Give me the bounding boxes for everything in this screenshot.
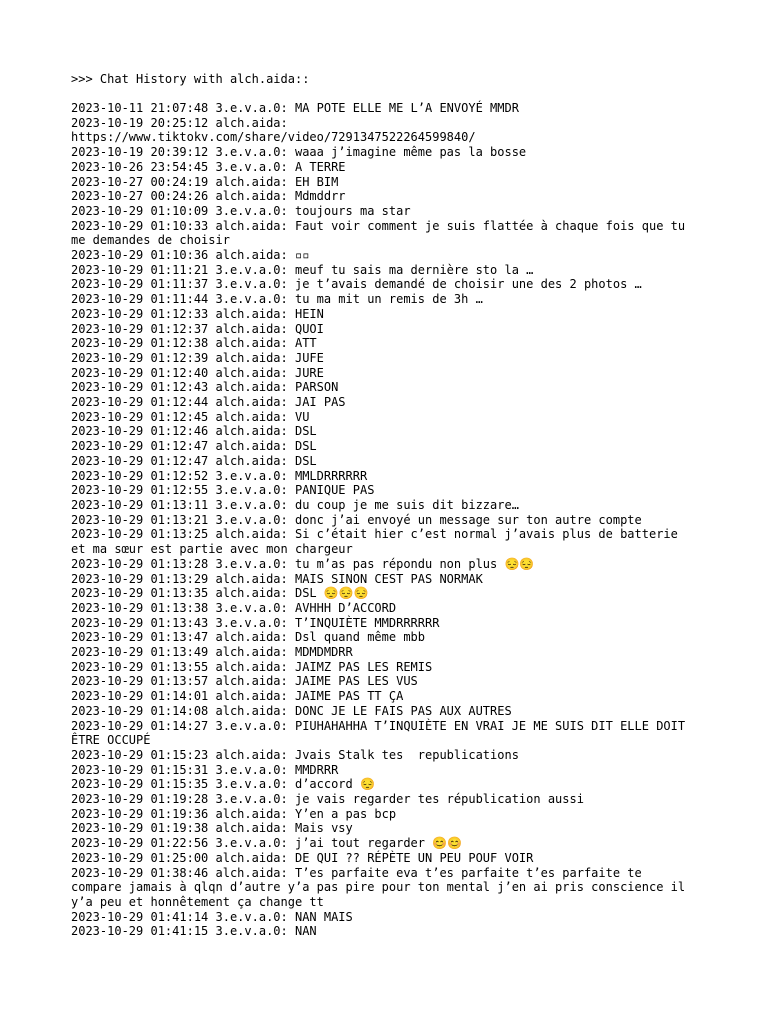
chat-line: 2023-10-29 01:14:27 3.e.v.a.0: PIUHAHAHHA T’INQUIÈTE EN VRAI JE ME SUIS DIT ELLE DOIT ÊTRE OCCUPÉ [71,718,693,748]
chat-line: 2023-10-29 01:15:23 alch.aida: Jvais Stalk tes republications [71,747,519,762]
chat-line: 2023-10-29 01:12:39 alch.aida: JUFE [71,350,324,365]
chat-line: 2023-10-29 01:13:47 alch.aida: Dsl quand même mbb [71,630,426,645]
chat-line: 2023-10-29 01:12:52 3.e.v.a.0: MMLDRRRRRR [71,468,368,483]
chat-line: 2023-10-29 01:12:44 alch.aida: JAI PAS [71,395,346,410]
chat-line: 2023-10-29 01:10:33 alch.aida: Faut voir comment je suis flattée à chaque fois que tu me demandes de choisir [71,218,693,248]
chat-line: 2023-10-29 01:38:46 alch.aida: T’es parfaite eva t’es parfaite t’es parfaite te compare jamais à qlqn d’autre y’a pas pire pour ton mental j’en ai pris conscience il y’a peu et honnêtement ça change tt [71,865,693,909]
chat-line: 2023-10-11 21:07:48 3.e.v.a.0: MA POTE ELLE ME L’A ENVOYÉ MMDR [71,101,519,115]
chat-log [71,101,691,939]
chat-line: 2023-10-29 01:10:09 3.e.v.a.0: toujours ma star [71,203,411,218]
chat-line: https://www.tiktokv.com/share/video/7291347522264599840/ [71,130,476,145]
chat-line: 2023-10-29 01:13:43 3.e.v.a.0: T’INQUIÈTE MMDRRRRRR [71,615,440,630]
chat-line: 2023-10-29 01:14:01 alch.aida: JAIME PAS TT ÇA [71,689,404,704]
chat-line: 2023-10-29 01:12:33 alch.aida: HEIN [71,306,324,321]
chat-line: 2023-10-29 01:12:38 alch.aida: ATT [71,336,317,351]
chat-line: 2023-10-26 23:54:45 3.e.v.a.0: A TERRE [71,159,346,174]
chat-line: 2023-10-29 01:13:38 3.e.v.a.0: AVHHH D’ACCORD [71,600,397,615]
chat-line: 2023-10-29 01:19:36 alch.aida: Y’en a pas bcp [71,806,397,821]
chat-line: 2023-10-29 01:12:37 alch.aida: QUOI [71,321,324,336]
chat-line: 2023-10-29 01:12:43 alch.aida: PARSON [71,380,339,395]
chat-history-header: >>> Chat History with alch.aida:: [71,72,310,86]
chat-line: 2023-10-27 00:24:19 alch.aida: EH BIM [71,174,339,189]
chat-line: 2023-10-29 01:13:35 alch.aida: DSL 😔😔😔 [71,586,369,601]
chat-line: 2023-10-29 01:15:35 3.e.v.a.0: d’accord 😔 [71,777,375,792]
chat-line: 2023-10-29 01:13:57 alch.aida: JAIME PAS LES VUS [71,674,418,689]
chat-line: 2023-10-27 00:24:26 alch.aida: Mdmddrr [71,189,346,204]
chat-line: 2023-10-29 01:10:36 alch.aida: ▫▫ [71,248,310,263]
chat-line: 2023-10-29 01:25:00 alch.aida: DE QUI ?? RÉPÈTE UN PEU POUF VOIR [71,850,534,865]
chat-line: 2023-10-29 01:19:28 3.e.v.a.0: je vais regarder tes républication aussi [71,792,584,807]
chat-line: 2023-10-29 01:12:46 alch.aida: DSL [71,424,317,439]
chat-line: 2023-10-29 01:41:15 3.e.v.a.0: NAN [71,924,317,939]
chat-line: 2023-10-29 01:13:21 3.e.v.a.0: donc j’ai envoyé un message sur ton autre compte [71,512,642,527]
chat-line: 2023-10-29 01:13:49 alch.aida: MDMDMDRR [71,645,353,660]
chat-line: 2023-10-29 01:13:11 3.e.v.a.0: du coup je me suis dit bizzare… [71,497,519,512]
chat-line: 2023-10-29 01:12:45 alch.aida: VU [71,409,310,424]
chat-line: 2023-10-29 01:19:38 alch.aida: Mais vsy [71,821,353,836]
chat-line: 2023-10-19 20:39:12 3.e.v.a.0: waaa j’imagine même pas la bosse [71,145,527,160]
chat-line: 2023-10-29 01:41:14 3.e.v.a.0: NAN MAIS [71,909,353,924]
chat-line: 2023-10-29 01:15:31 3.e.v.a.0: MMDRRR [71,762,339,777]
chat-line: 2023-10-29 01:13:25 alch.aida: Si c’était hier c’est normal j’avais plus de batterie et ma sœur est partie avec mon chargeur [71,527,686,557]
chat-line: 2023-10-29 01:12:47 alch.aida: DSL [71,453,317,468]
chat-line: 2023-10-29 01:13:28 3.e.v.a.0: tu m’as pas répondu non plus 😔😔 [71,556,535,571]
chat-line: 2023-10-29 01:13:55 alch.aida: JAIMZ PAS LES REMIS [71,659,433,674]
chat-line: 2023-10-29 01:14:08 alch.aida: DONC JE LE FAIS PAS AUX AUTRES [71,703,512,718]
chat-line: 2023-10-29 01:11:37 3.e.v.a.0: je t’avais demandé de choisir une des 2 photos … [71,277,642,292]
chat-line: 2023-10-29 01:12:47 alch.aida: DSL [71,439,317,454]
chat-line: 2023-10-29 01:11:21 3.e.v.a.0: meuf tu sais ma dernière sto la … [71,262,534,277]
chat-line: 2023-10-29 01:11:44 3.e.v.a.0: tu ma mit un remis de 3h … [71,292,483,307]
chat-line: 2023-10-29 01:13:29 alch.aida: MAIS SINON CEST PAS NORMAK [71,571,483,586]
chat-line: 2023-10-29 01:12:40 alch.aida: JURE [71,365,324,380]
chat-line: 2023-10-29 01:12:55 3.e.v.a.0: PANIQUE PAS [71,483,375,498]
chat-line: 2023-10-29 01:22:56 3.e.v.a.0: j’ai tout regarder 😊😊 [71,836,463,851]
chat-line: 2023-10-19 20:25:12 alch.aida: [71,115,288,130]
